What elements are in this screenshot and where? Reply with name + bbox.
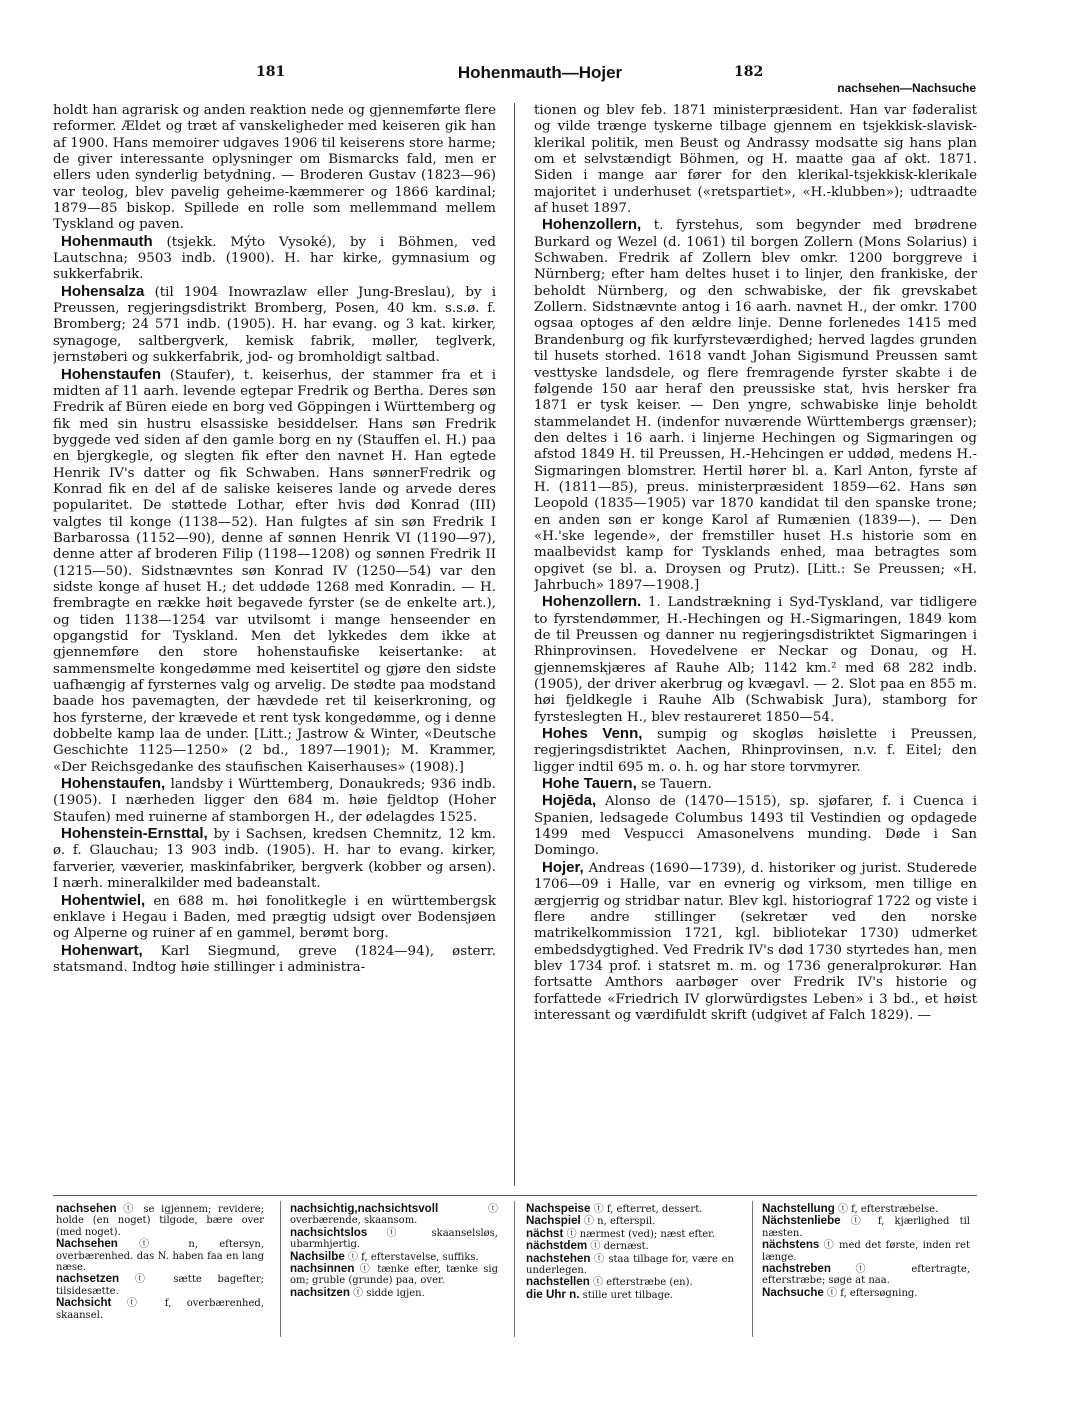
footer-entry xyxy=(526,1289,734,1301)
footer-text: ⓣ f, efterret, dessert. xyxy=(593,1204,703,1215)
footer-dictionary-column-1 xyxy=(56,1203,264,1321)
footer-entry xyxy=(762,1263,970,1287)
footer-entry xyxy=(56,1273,264,1297)
footer-headword: nachsinnen xyxy=(290,1262,355,1276)
entry xyxy=(53,893,496,943)
entry-text: holdt han agrarisk og anden reaktion nede og gjennemførte flere reformer. Ældet og træt af vanskeligheder med keiseren gik han af 1900. Hans memoirer udgaves 1906 til keiserens store harme; de giver interessante oplysninger om Bismarcks fald, men er ellers uden synderlig betydning. — Broderen Gustav (1823—96) var teolog, blev pavelig geheime-kæmmerer og 1866 kardinal; 1879—85 biskop. Spillede en rolle som mellemmand mellem Tyskland og paven. xyxy=(53,103,496,233)
footer-column-divider xyxy=(514,1201,515,1337)
entry-text: (Staufer), t. keiserhus, der stammer fra et i midten af 11 aarh. levende egtepar Fredrik og Bertha. Deres søn Fredrik af Büren eiede en borg ved Göppingen i Württemberg og fik med sin hustru elsassiske besiddelser. Hans søn Fredrik byggede ved siden af den gamle borg en ny (Stauffen el. H.) paa en bjergkegle, og slegten fik efter den navnet H. Han egtede Henrik IV's datter og fik Schwaben. Hans sønnerFredrik og Konrad fik en del af de saliske keiseres lande og arvede deres popularitet. De støttede Lothar, efter hvis død Konrad (III) valgtes til konge (1138—52). Han fulgtes af sin søn Fredrik I Barbarossa (1152—90), denne af sønnen Henrik VI (1190—97), denne atter af broderen Filip (1198—1208) og sønnen Fredrik II (1215—50). Sidstnævntes søn Konrad IV (1250—54) var den sidste konge af huset H.; det uddøde 1268 med Konradin. — H. frembragte en række høit begavede fyrster (se de enkelte art.), og tiden 1138—1254 var utvilsomt i mange henseender en opgangstid for Tyskland. Men det lykkedes dem ikke at gjennemføre den store hohenstaufiske keisertanke: at sammensmelte kongedømme med keisertitel og gjøre den sidste uafhængig af fyrsternes valg og arvelig. De stødte paa modstand baade hos pavemagten, der hævdede ret til keiserkroning, og hos fyrsterne, der krævede et rent tysk kongedømme, og i denne dobbelte kamp laa de under. [Litt.; Jastrow & Winter, «Deutsche Geschichte 1125—1250» (2 bd., 1897—1901); M. Krammer, «Der Reichsgedanke des staufischen Kaiserhauses» (1908).] xyxy=(53,367,496,775)
footer-text: ⓣ f, kjærlighed til næsten. xyxy=(762,1216,971,1239)
footer-text: ⓣ efterstræbe (en). xyxy=(592,1277,693,1289)
entry xyxy=(534,594,977,726)
footer-headword: nächstdem xyxy=(526,1239,588,1253)
column-divider xyxy=(514,103,515,1186)
footer-headword: die Uhr n. xyxy=(526,1287,580,1301)
entry xyxy=(53,943,496,977)
footer-entry xyxy=(290,1287,498,1299)
entry-headword: Hohentwiel, xyxy=(61,891,146,909)
footer-headword: nachsetzen xyxy=(56,1272,120,1286)
footer-column-divider xyxy=(280,1201,281,1337)
entry-text: 1. Landstrækning i Syd-Tyskland, var tidligere to fyrstendømmer, H.-Hechingen og H.-Sigmaringen, 1849 kom de til Preussen og danner nu regjeringsdistriktet Sigmaringen i Rhinprovinsen. Hovedelvene er Neckar og Donau, og H. gjennemskjæres af Rauhe Alb; 1142 km.² med 68 282 indb. (1905), der driver akerbrug og kvægavl. — 2. Slot paa en 855 m. høi fjeldkegle i Rauhe Alb (Schwabisk Jura), stamborg for fyrsteslegten H., blev restaureret 1850—54. xyxy=(534,595,977,725)
entry-text: Alonso de (1470—1515), sp. sjøfarer, f. i Cuenca i Spanien, ledsagede Columbus 1493 til Vestindien og opdagede 1499 med Vespucci Amasonelvens munding. Døde i San Domingo. xyxy=(534,794,977,859)
entry-headword: Hohensalza xyxy=(61,282,145,300)
entry xyxy=(53,776,496,826)
footer-entry xyxy=(762,1215,970,1239)
footer-entry xyxy=(762,1239,970,1263)
entry-text: sumpig og skogløs høislette i Preussen, regjeringsdistriktet Aachen, Rhinprovinsen, n.v. f. Eitel; den ligger indtil 695 m. o. h. og har store torvmyrer. xyxy=(534,727,977,775)
entry-headword: Hohenwart, xyxy=(61,941,143,959)
footer-entry xyxy=(290,1263,498,1287)
footer-entry xyxy=(762,1287,970,1299)
entry xyxy=(534,103,977,217)
entry-headword: Hohenzollern, xyxy=(542,216,642,234)
footer-headword: Nächstenliebe xyxy=(762,1214,841,1228)
footer-entry xyxy=(290,1227,498,1251)
footer-column-divider xyxy=(752,1201,753,1337)
footer-entry xyxy=(56,1297,264,1321)
footer-entry xyxy=(290,1203,498,1227)
footer-text: ⓣ skaanselsløs, ubarmhjertig. xyxy=(290,1227,498,1251)
footer-text: ⓣ f, efterstræbelse. xyxy=(837,1204,939,1215)
entry-headword: Hohe Tauern, xyxy=(542,775,637,793)
entry xyxy=(534,793,977,859)
entry-text: by i Sachsen, kredsen Chemnitz, 12 km. ø. f. Glauchau; 13 903 indb. (1905). H. har to evang. kirker, farverier, væverier, maskinfabriker, bergverk (kobber og arsen). I nærh. mineralkilder med badeanstalt. xyxy=(53,827,496,892)
footer-text: ⓣ f, eftersøgning. xyxy=(827,1287,918,1299)
page-number-left: 181 xyxy=(256,64,286,80)
footer-headword: Nachspeise xyxy=(526,1202,591,1215)
footer-headword: nachstehen xyxy=(526,1251,591,1265)
entry xyxy=(534,217,977,594)
footer-headword: nachstreben xyxy=(762,1262,831,1276)
entry-headword: Hohenstaufen, xyxy=(61,775,166,793)
footer-text: ⓣ f, efterstavelse, suffiks. xyxy=(347,1251,479,1263)
entry-text: Andreas (1690—1739), d. historiker og jurist. Studerede 1706—09 i Halle, var en evnerig og virksom, men tillige en ærgjerrig og stridbar natur. Blev kgl. historiograf 1722 og viste i flere andre stillinger (sekretær ved den norske matrikelkommission 1721, kgl. bibliotekar 1730) udmerket embedsdygtighed. Ved Fredrik IV's død 1730 styrtedes han, men blev 1734 prof. i statsret m. m. og 1736 generalprokurør. Han fortsatte Amthors aarbøger over Fredrik IV's historie og forfattede «Friedrich IV glorwürdigstes Leben» i 3 bd., et høist interessant og værdifuldt skrift (udgivet af Falch 1829). — xyxy=(534,860,977,1023)
footer-headword: nachsichtslos xyxy=(290,1225,368,1239)
page-title: Hohenmauth—Hojer xyxy=(457,63,623,82)
footer-entry xyxy=(526,1253,734,1277)
footer-text: ⓣ f, overbærenhed, skaansel. xyxy=(56,1298,264,1321)
entry xyxy=(53,284,496,367)
footer-headword: nächst xyxy=(526,1226,564,1240)
entry xyxy=(53,103,496,234)
entry-text: se Tauern. xyxy=(641,777,712,793)
footer-entry xyxy=(56,1238,264,1273)
entry-headword: Hojēda, xyxy=(542,792,597,810)
entry-headword: Hohenzollern. xyxy=(542,593,642,611)
entry-text: t. fyrstehus, som begynder med brødrene Burkard og Wezel (d. 1061) til borgen Zollern (Mons Solarius) i Schwaben. Fredrik af Zollern blev omkr. 1200 borggreve i Nürnberg; efter ham deltes huset i to linjer, den frankiske, der beholdt Nürnberg, og den schwabiske, der fik grevskabet Zollern. Sidstnævnte antog i 16 aarh. navnet H., der omkr. 1700 ogsaa optoges af den ældre linje. Denne forlenedes 1415 med Brandenburg og fik kurfyrsteværdighed; herved lagdes grunden til husets storhed. 1618 vandt Johan Sigismund Preussen samt vesttyske landsdele, og flere fremragende fyrster skabte i de følgende 150 aar heraf den preussiske stat, hvis hersker fra 1871 er tysk keiser. — Den yngre, schwabiske linje beholdt stammelandet H. (indenfor nuværende Württembergs grænser); den deltes i 16 aarh. i linjerne Hechingen og Sigmaringen og afstod 1849 H. til Preussen, H.-Hehcingen er uddød, medens H.-Sigmaringen blomstrer. Hertil hører bl. a. Karl Anton, fyrste af H. (1811—85), preus. ministerpræsident 1859—62. Hans søn Leopold (1835—1905) var 1870 kandidat til den spanske trone; en anden søn er konge Karol af Rumænien (1839—). — Den «H.'ske legende», der fremstiller huset H.s historie som en maalbevidst kamp for Tysklands enhed, maa betragtes som opgivet (se bl. a. Droysen og Prutz). [Litt.: Se Preussen; «H. Jahrbuch» 1897—1908.] xyxy=(534,218,977,593)
right-column xyxy=(534,103,977,1189)
footer-headword: Nachsehen xyxy=(56,1237,118,1251)
footer-headword: nachstellen xyxy=(526,1275,590,1289)
footer-headword: Nachsicht xyxy=(56,1296,112,1310)
footer-dictionary-column-4 xyxy=(762,1203,970,1299)
footer-dictionary-column-2 xyxy=(290,1203,498,1299)
entry-text: tionen og blev feb. 1871 ministerpræsident. Han var føderalist og vilde trænge tyskerne tilbage gjennem en tsjekkisk-slavisk-klerikal politik, men Beust og Andrassy modsatte sig hans plan om et selvstændigt Böhmen, og H. maatte gaa af okt. 1871. Siden i mange aar fører for den klerikal-tsjekkisk-klerikale majoritet i underhuset («retspartiet», «H.-klubben»); udtraadte af huset 1897. xyxy=(534,103,977,217)
left-column xyxy=(53,103,496,1189)
footer-text: ⓣ n, eftersyn, overbærenhed. das N. haben faa en lang næse. xyxy=(56,1239,264,1274)
entry xyxy=(53,234,496,284)
footer-keyword-range: nachsehen—Nachsuche xyxy=(837,81,976,95)
entry-headword: Hohenstaufen xyxy=(61,365,162,383)
footer-text: ⓣ nærmest (ved); næst efter. xyxy=(566,1228,715,1240)
footer-text: ⓣ tænke efter, tænke sig om; gruble (grunde) paa, over. xyxy=(290,1264,498,1287)
entry-headword: Hohenstein-Ernsttal, xyxy=(61,825,208,843)
footer-text: stille uret tilbage. xyxy=(582,1289,674,1301)
footer-text: ⓣ sidde igjen. xyxy=(353,1287,425,1299)
footer-text: ⓣ overbærende, skaansom. xyxy=(290,1204,498,1227)
entry-headword: Hohes Venn, xyxy=(542,725,643,743)
entry-text: landsby i Württemberg, Donaukreds; 936 indb. (1905). I nærheden ligger den 684 m. høie fjeldtop (Hoher Staufen) med ruinerne af stamborgen H., der ødelagdes 1525. xyxy=(53,777,496,825)
footer-headword: Nachstellung xyxy=(762,1202,835,1215)
footer-text: ⓣ se igjennem; revidere; holde (en noget) tilgode, bære over (med noget). xyxy=(56,1204,264,1238)
footer-headword: Nachspiel xyxy=(526,1214,581,1228)
footer-headword: nachsehen xyxy=(56,1202,117,1215)
footer-entry xyxy=(56,1203,264,1238)
entry-text: Karl Siegmund, greve (1824—94), østerr. statsmand. Indtog høie stillinger i administra- xyxy=(53,943,496,975)
footer-headword: nachsitzen xyxy=(290,1285,350,1299)
entry-headword: Hojer, xyxy=(542,858,584,876)
page-number-right: 182 xyxy=(734,64,764,80)
entry xyxy=(534,860,977,1024)
entry xyxy=(53,826,496,892)
footer-text: ⓣ staa tilbage for, være en underlegen. xyxy=(526,1253,734,1277)
entry xyxy=(534,776,977,793)
entry-text: (til 1904 Inowrazlaw eller Jung-Breslau), by i Preussen, regjeringsdistrikt Bromberg, Posen, 40 km. s.s.ø. f. Bromberg; 24 571 indb. (1905). H. har evang. og 3 kat. kirker, synagoge, saltbergverk, kemisk fabrik, møller, teglverk, jernstøberi og sukkerfabrik, jod- og bromholdigt saltbad. xyxy=(53,284,496,366)
entry-text: en 688 m. høi fonolitkegle i en württembergsk enklave i Hegau i Baden, med prægtig udsigt over Bodensjøen og Alperne og ruiner af en gammel, berømt borg. xyxy=(53,893,496,942)
footer-headword: nachsichtig,nachsichtsvoll xyxy=(290,1202,439,1215)
entry-text: (tsjekk. Mýto Vysoké), by i Böhmen, ved Lautschna; 9503 indb. (1900). H. har kirke, gymnasium og sukkerfabrik. xyxy=(53,234,496,283)
footer-text: ⓣ med det første, inden ret længe. xyxy=(762,1240,970,1263)
entry-headword: Hohenmauth xyxy=(61,232,153,250)
footer-text: ⓣ eftertragte, efterstræbe; søge at naa. xyxy=(762,1264,971,1287)
footer-text: ⓣ n, efterspil. xyxy=(583,1216,656,1228)
footer-divider xyxy=(53,1195,977,1196)
footer-headword: Nachsilbe xyxy=(290,1249,345,1263)
entry xyxy=(53,367,496,777)
footer-text: ⓣ dernæst. xyxy=(590,1241,649,1253)
entry xyxy=(534,726,977,776)
footer-text: ⓣ sætte bagefter; tilsidesætte. xyxy=(56,1274,264,1297)
footer-headword: nächstens xyxy=(762,1238,820,1252)
footer-headword: Nachsuche xyxy=(762,1285,824,1299)
footer-dictionary-column-3 xyxy=(526,1203,734,1301)
